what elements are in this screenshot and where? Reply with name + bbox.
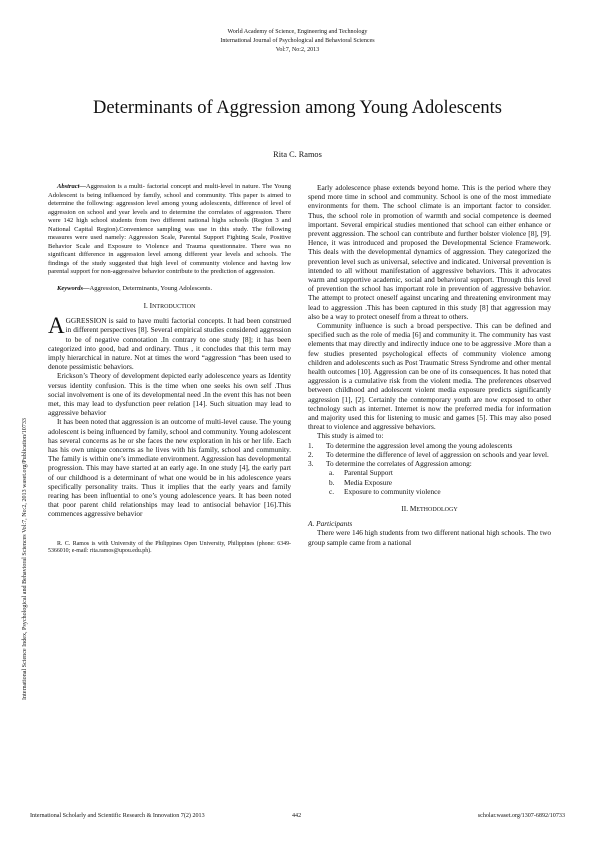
section-heading-methodology: II. METHODOLOGY — [401, 503, 458, 513]
footer-journal: International Scholarly and Scientific Research & Innovation 7(2) 2013 — [30, 813, 205, 819]
list-item: c. Exposure to community violence — [329, 486, 441, 496]
right-column — [308, 183, 551, 547]
abstract-label: Abstract— — [57, 183, 86, 190]
keywords-text: Aggression, Determinants, Young Adolescents. — [89, 284, 213, 292]
journal-header-line1: World Academy of Science, Engineering and Technology — [227, 29, 368, 35]
author-footnote: R. C. Ramos is with University of the Philippines Open University, Philippines (phone: 6349-5366010; e-mail: rita.ramos@upou.edu.ph). — [48, 540, 291, 555]
page-number: 442 — [292, 813, 302, 819]
aims-list — [308, 441, 551, 469]
abstract-text: Aggression is a multi- factorial concept and multi-level in nature. The Young Adolescent is being influenced by family, school and community. This paper is aimed to determine the following: aggression level among young adolescents, difference of level of aggression on school and year levels and to determine the correlates of aggression. There were 142 high school students from two different national highs schools (Region 3 and National Capital Region).Convenience sampling was use in this study. The following measures were used namely: Aggression Scale, Parental Support Fighting Scale, Positive Behavior Scale and Exposure to Violence and Trauma questionnaire. There was no significant difference in aggression level among different year levels and schools. The findings of the study suggested that high level of community violence and having low parental support for non-aggressive behavior contribute to the prediction of aggression. — [48, 183, 291, 275]
aims-intro: This study is aimed to: — [317, 431, 384, 441]
intro-paragraph-3: It has been noted that aggression is an outcome of multi-level cause. The young adolescent is being influenced by family, school and community. Young adolescent has several concerns as he or she faces the new exploration in his or her life. Each has his own unique concerns as he lives with his family, school and community. The family is within one’s immediate environment. Aggression has developmental progression. This may have started at an early age. In one study [4], the early part of our childhood is a determinant of what one would be in his adolescence years specifically personality traits. Thus it implies that the early years and family rearing has been influential to one’s young adolescence years. It has been noted that poor parent child relationships may lead to antisocial behavior [16].This commences aggressive behavior — [48, 417, 291, 519]
journal-header-line2: International Journal of Psychological and Behavioral Sciences — [220, 38, 375, 44]
list-item: 1. To determine the aggression level among the young adolescents — [308, 440, 513, 450]
participants-paragraph: There were 146 high students from two different national high schools. The two group sample came from a national — [308, 528, 551, 547]
keywords — [48, 285, 291, 294]
left-column — [48, 183, 291, 556]
list-item: b. Media Exposure — [329, 477, 393, 487]
abstract — [48, 183, 291, 277]
section-heading-introduction: I. INTRODUCTION — [143, 301, 196, 310]
correlates-sublist — [308, 468, 551, 496]
subsection-heading-participants: A. Participants — [308, 519, 353, 529]
list-item: a. Parental Support — [329, 468, 393, 478]
list-item: 3. To determine the correlates of Aggression among: — [308, 459, 472, 469]
paper-title: Determinants of Aggression among Young Adolescents — [92, 98, 503, 118]
drop-cap: A — [48, 313, 65, 339]
journal-header-line3: Vol:7, No:2, 2013 — [275, 47, 320, 53]
journal-header — [0, 28, 595, 55]
side-index-strip: International Science Index, Psychological and Behavioral Sciences Vol:7, No:2, 2013 waset.org/Publication/10733 — [22, 418, 28, 700]
footer-link[interactable]: scholar.waset.org/1307-6892/10733 — [477, 813, 565, 819]
intro-paragraph-2: Erickson’s Theory of development depicted early adolescence years as Identity versus identity confusion. This is the time when one seeks his own self .Thus social involvement is one of its developmental need .In the event this has not been met, this may lead to dysfunction peer relation [14]. Such situation may lead to aggressive behavior — [48, 371, 291, 418]
right-paragraph-1: Early adolescence phase extends beyond home. This is the period where they spend more time in school and community. School is one of the most immediate environments for them. The school climate is an important factor to consider. Thus, the school role in promotion of warmth and social competence is deemed important. Several empirical studies mentioned that school can either enhance or prevent aggression. The school can contribute and further bolster violence [8], [9]. Hence, it was introduced and proposed the Developmental Science Framework. This deals with the developmental dynamics of aggression. They categorized the prevention level such as universal, selective and indicated. Universal prevention is intended to all without manifestation of aggressive behaviors. This it advocates warm and supportive academic, social and behavioral support. Through this level of prevention the school has important role in prevention of aggressive behavior. The attempt to protect oneself against uncaring and threatening environment may lead to aggression .This has been captured in this study [8] that aggression may also be a way to protect oneself from a threat to others. — [308, 183, 551, 321]
keywords-label: Keywords— — [57, 284, 90, 292]
author-name: Rita C. Ramos — [273, 150, 322, 159]
intro-paragraph-1: AGGRESSION is said to have multi factorial concepts. It had been construed in different perspectives [8]. Several empirical studies considered aggression to be of negative connotation .In contrary to one study [8]; it has been categorized into good, bad and ordinary. Thus , it concludes that this term may imply hierarchical in nature. Not at times the word “aggression “has been used to denote pessimistic behaviors. — [48, 313, 291, 372]
list-item: 2. To determine the difference of level of aggression on schools and year level. — [308, 449, 549, 459]
right-paragraph-2: Community influence is such a broad perspective. This can be defined and specified such as the role of media [6] and community it. The community has vast elements that may directly and indirectly induce one to be aggressive .More than a few studies presented psychological effects of community violence among children and adolescents such as Post Traumatic Stress Syndrome and other mental health outcomes [10]. Aggression can be one of its consequences. It has noted that aggression is a cumulative risk from the violent media. The preferences observed between childhood and adolescent violent media exposure predicts significantly aggression [1], [2]. Certainly the contemporary youth are now exposed to other technology such as internet. Internet is now the preferred media for information and majority used this for listening to music and games [5]. This may also posed threat to violence and aggressive behaviors. — [308, 321, 551, 432]
